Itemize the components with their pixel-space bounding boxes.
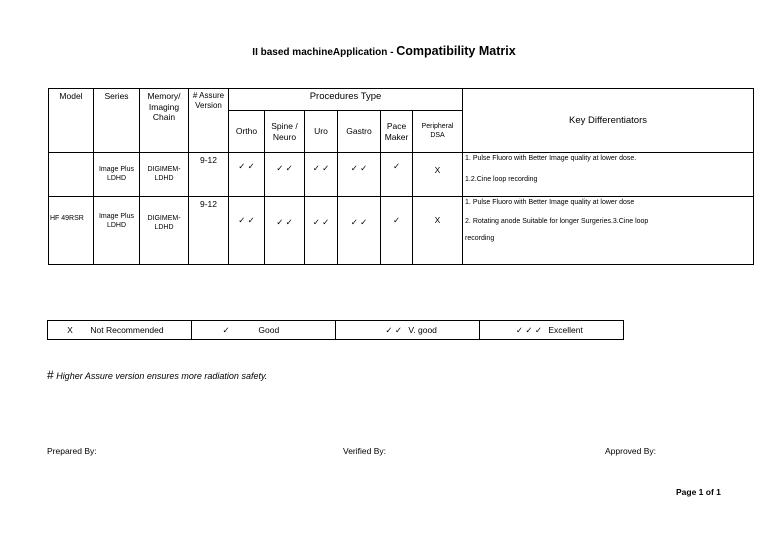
note-text: Higher Assure version ensures more radiation safety.	[53, 371, 268, 381]
page-number: Page 1 of 1	[676, 487, 721, 497]
differentiator-line: 2. Rotating anode Suitable for longer Surgeries.3.Cine loop	[465, 218, 649, 225]
legend-label: V. good	[408, 324, 437, 335]
cell-rating-ortho: ✓ ✓	[229, 153, 265, 197]
legend-label: Good	[258, 324, 280, 335]
approved-by-label: Approved By:	[605, 446, 657, 456]
header-proc-peripheral-dsa: Peripheral DSA	[413, 111, 463, 153]
compatibility-matrix-table	[48, 88, 754, 265]
cell-rating-pace-maker: ✓	[381, 197, 413, 265]
header-proc-ortho: Ortho	[229, 111, 265, 153]
header-proc-spine-neuro: Spine / Neuro	[265, 111, 305, 153]
header-key-differentiators: Key Differentiators	[463, 89, 754, 153]
legend-item-very-good	[336, 321, 480, 340]
header-model: Model	[49, 89, 94, 153]
legend-symbol: ✓	[222, 324, 230, 335]
title-prefix: II based machineApplication -	[252, 47, 397, 58]
differentiator-line: recording	[465, 235, 495, 242]
cell-key-differentiators	[463, 197, 754, 265]
legend-symbol: ✓ ✓ ✓	[515, 324, 542, 335]
cell-assure-version: 9-12	[189, 197, 229, 265]
legend-symbol: X	[67, 325, 73, 335]
note-hash: #	[47, 368, 54, 382]
cell-rating-spine-neuro: ✓ ✓	[265, 153, 305, 197]
header-procedures-type: Procedures Type	[229, 89, 463, 111]
rating-legend	[47, 320, 624, 340]
legend-label: Not Recommended	[90, 325, 164, 335]
prepared-by-label: Prepared By:	[47, 446, 97, 456]
verified-by-label: Verified By:	[343, 446, 386, 456]
legend-label: Excellent	[548, 324, 583, 335]
legend-symbol: ✓ ✓	[385, 324, 402, 335]
legend-item-good	[192, 321, 336, 340]
cell-rating-peripheral-dsa: X	[413, 153, 463, 197]
cell-series: Image Plus LDHD	[94, 197, 140, 265]
cell-key-differentiators	[463, 153, 754, 197]
header-row-1	[49, 89, 754, 111]
cell-rating-peripheral-dsa: X	[413, 197, 463, 265]
cell-model	[49, 153, 94, 197]
header-proc-uro: Uro	[305, 111, 338, 153]
cell-rating-gastro: ✓ ✓	[338, 153, 381, 197]
legend-item-not-recommended	[48, 321, 192, 340]
header-proc-gastro: Gastro	[338, 111, 381, 153]
differentiator-line: 1. Pulse Fluoro with Better Image quality at lower dose.	[465, 155, 637, 162]
cell-rating-uro: ✓ ✓	[305, 153, 338, 197]
document-title	[0, 44, 768, 58]
differentiator-line: 1.2.Cine loop recording	[465, 176, 538, 183]
legend-item-excellent	[480, 321, 624, 340]
header-proc-pace-maker: Pace Maker	[381, 111, 413, 153]
cell-rating-gastro: ✓ ✓	[338, 197, 381, 265]
title-main: Compatibility Matrix	[396, 44, 516, 58]
cell-memory: DIGIMEM-LDHD	[140, 153, 189, 197]
cell-rating-ortho: ✓ ✓	[229, 197, 265, 265]
cell-model: HF 49RSR	[49, 197, 94, 265]
cell-series: Image Plus LDHD	[94, 153, 140, 197]
cell-rating-spine-neuro: ✓ ✓	[265, 197, 305, 265]
header-series: Series	[94, 89, 140, 153]
cell-rating-pace-maker: ✓	[381, 153, 413, 197]
table-row	[49, 153, 754, 197]
assure-version-note	[47, 368, 267, 382]
cell-memory: DIGIMEM-LDHD	[140, 197, 189, 265]
cell-assure-version: 9-12	[189, 153, 229, 197]
table-row	[49, 197, 754, 265]
header-assure-version: # Assure Version	[189, 89, 229, 153]
differentiator-line: 1. Pulse Fluoro with Better Image quality at lower dose	[465, 199, 635, 206]
header-memory: Memory/ Imaging Chain	[140, 89, 189, 153]
cell-rating-uro: ✓ ✓	[305, 197, 338, 265]
